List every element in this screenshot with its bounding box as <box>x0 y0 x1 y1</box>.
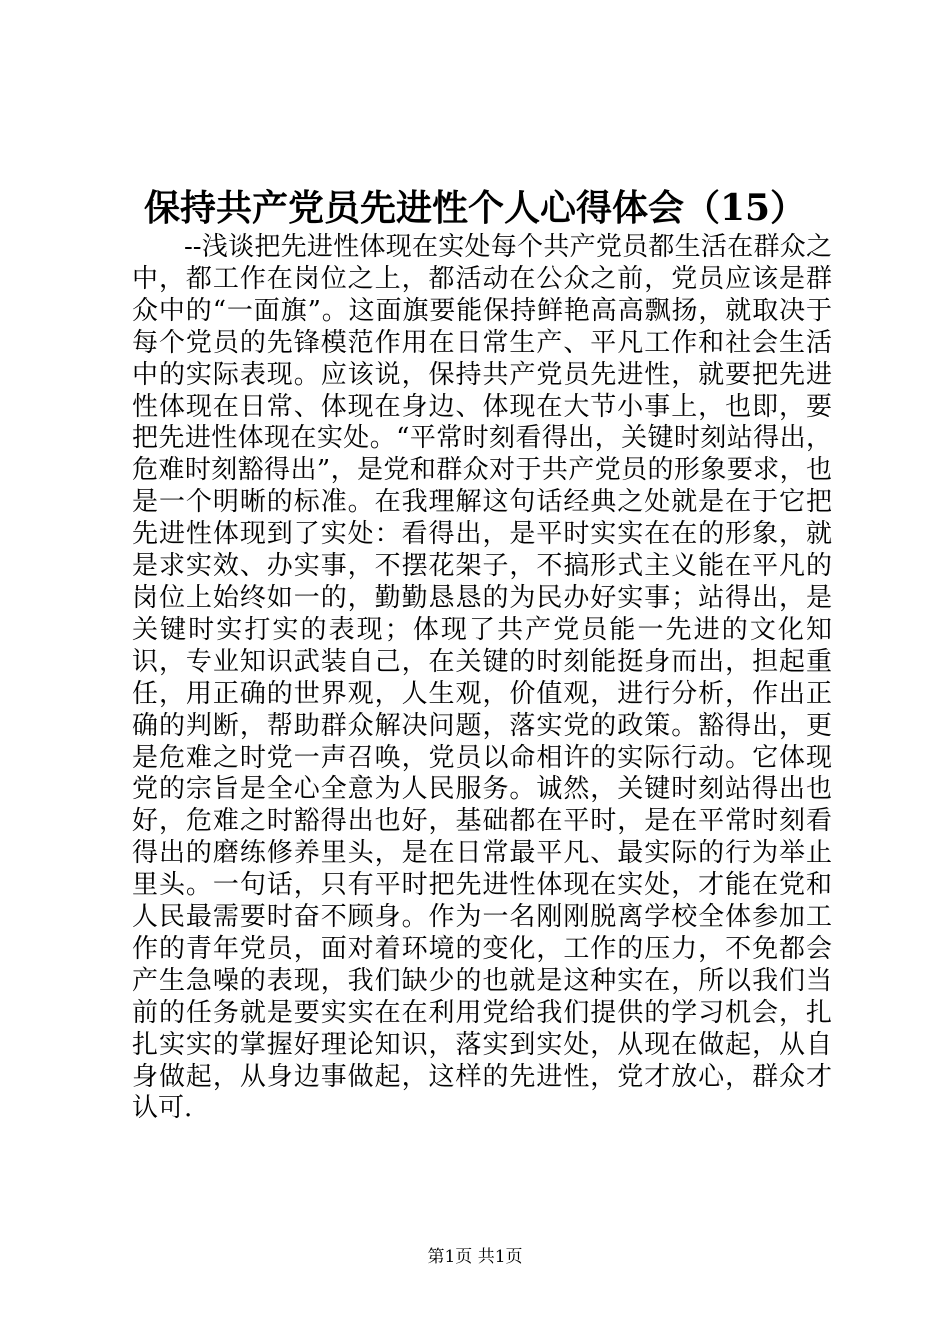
document-body-paragraph: --浅谈把先进性体现在实处每个共产党员都生活在群众之中，都工作在岗位之上，都活动在公众之前，党员应该是群众中的“一面旗”。这面旗要能保持鲜艳高高飘扬，就取决于每个党员的先锋模范作用在日常生产、平凡工作和社会生活中的实际表现。应该说，保持共产党员先进性，就要把先进性体现在日常、体现在身边、体现在大节小事上，也即，要把先进性体现在实处。“平常时刻看得出，关键时刻站得出，危难时刻豁得出”，是党和群众对于共产党员的形象要求，也是一个明晰的标准。在我理解这句话经典之处就是在于它把先进性体现到了实处：看得出，是平时实实在在的形象，就是求实效、办实事，不摆花架子，不搞形式主义能在平凡的岗位上始终如一的，勤勤恳恳的为民办好实事；站得出，是关键时实打实的表现；体现了共产党员能一先进的文化知识，专业知识武装自己，在关键的时刻能挺身而出，担起重任，用正确的世界观，人生观，价值观，进行分析，作出正确的判断，帮助群众解决问题，落实党的政策。豁得出，更是危难之时党一声召唤，党员以命相许的实际行动。它体现党的宗旨是全心全意为人民服务。诚然，关键时刻站得出也好，危难之时豁得出也好，基础都在平时，是在平常时刻看得出的磨练修养里头，是在日常最平凡、最实际的行为举止里头。一句话，只有平时把先进性体现在实处，才能在党和人民最需要时奋不顾身。作为一名刚刚脱离学校全体参加工作的青年党员，面对着环境的变化，工作的压力，不免都会产生急噪的表现，我们缺少的也就是这种实在，所以我们当前的任务就是要实实在在利用党给我们提供的学习机会，扎扎实实的掌握好理论知识，落实到实处，从现在做起，从自身做起，从身边事做起，这样的先进性，党才放心，群众才认可. <box>132 232 832 1124</box>
page-footer: 第1页 共1页 <box>427 1247 523 1267</box>
document-title: 保持共产党员先进性个人心得体会（15） <box>143 187 807 229</box>
